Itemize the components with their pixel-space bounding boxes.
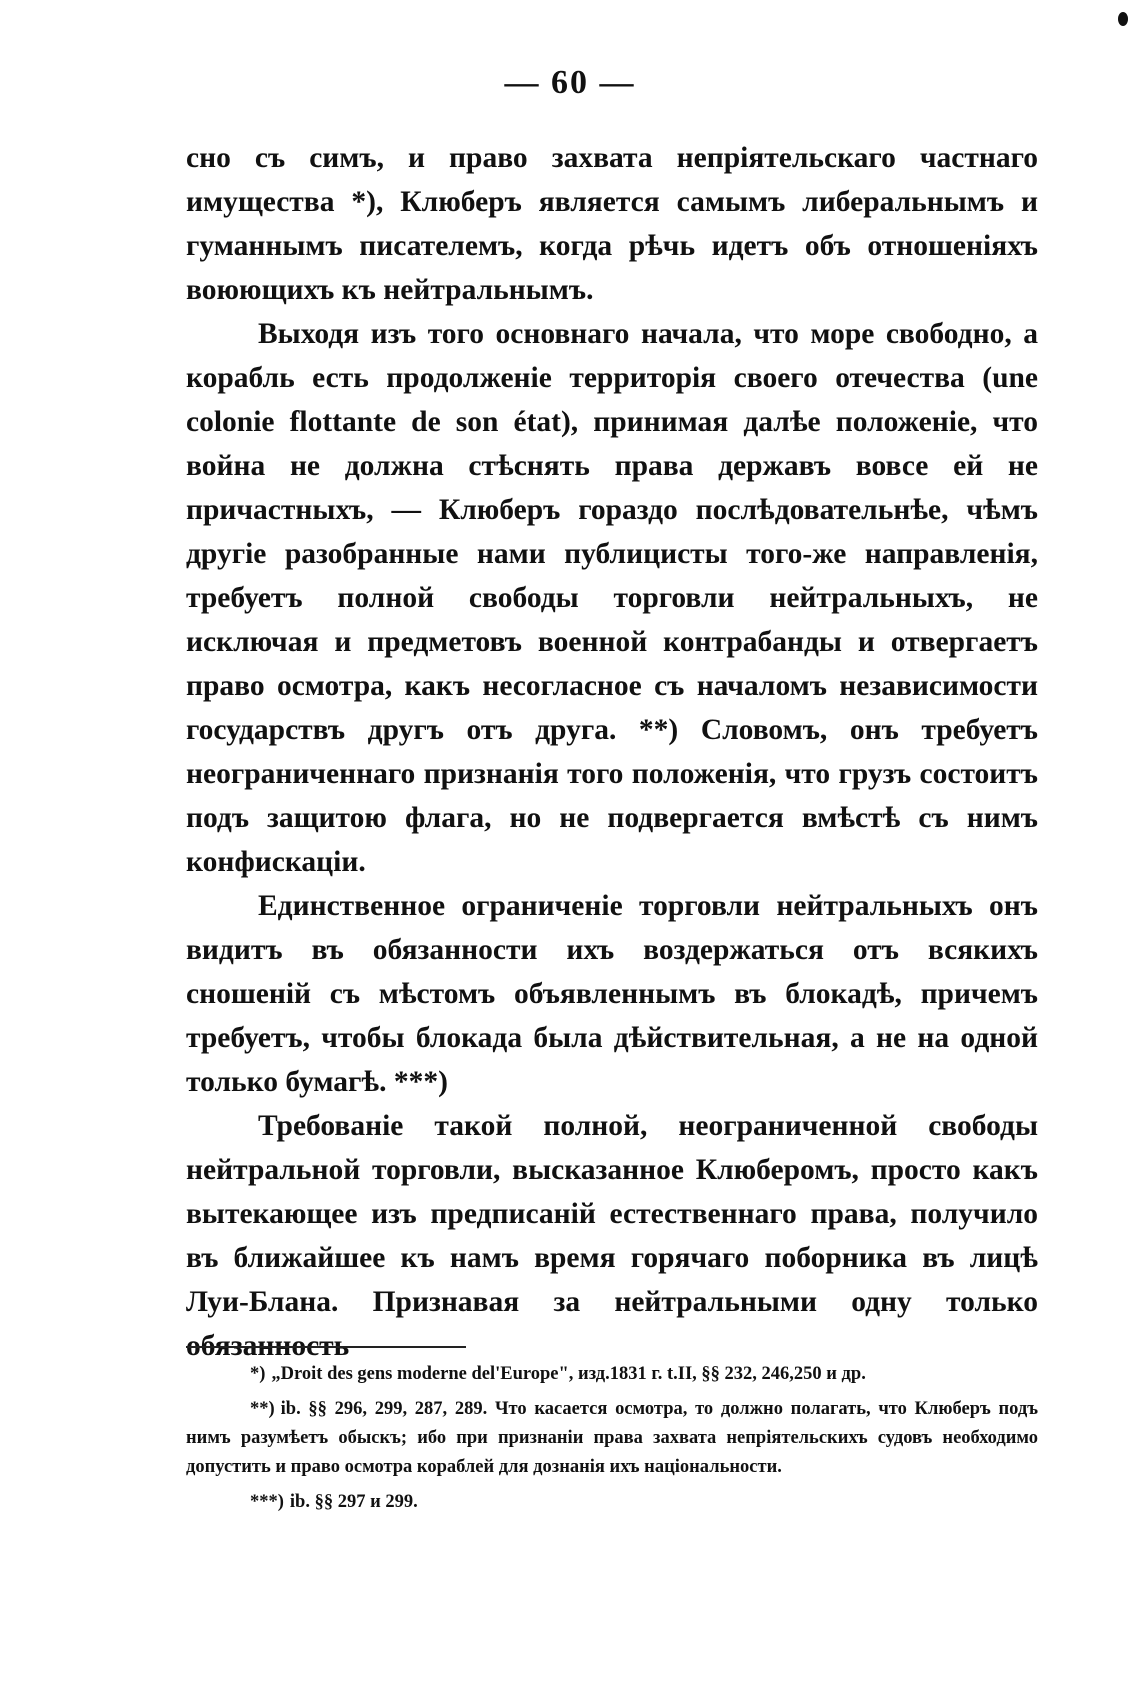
footnote-text: ib. §§ 296, 299, 287, 289. Что касается осмотра, то должно полагать, что Клюберъ подъ нимъ разумѣетъ обыскъ; ибо при признаніи права захвата непріятельскихъ судовъ необходимо допустить и право осмотра кораблей для дознанія ихъ національности. (186, 1399, 1038, 1477)
paragraph-3: Единственное ограниченіе торговли нейтральныхъ онъ видитъ въ обязанности ихъ воздержаться отъ всякихъ сношеній съ мѣстомъ объявленнымъ въ блокадѣ, причемъ требуетъ, чтобы блокада была дѣйствительная, а не на одной только бумагѣ. ***) (186, 890, 1038, 1098)
footnote-1 (186, 1360, 1038, 1389)
page-number: — 60 — (504, 64, 636, 101)
footnote-text: ib. §§ 297 и 299. (289, 1492, 418, 1512)
footnote-3 (186, 1488, 1038, 1517)
footnote-mark: *) (250, 1364, 266, 1384)
footnote-mark: ***) (250, 1492, 284, 1512)
main-text (186, 136, 1038, 1368)
footnotes (186, 1360, 1038, 1523)
paragraph-4: Требованіе такой полной, неограниченной свободы нейтральной торговли, высказанное Клюберомъ, просто какъ вытекающее изъ предписаній естественнаго права, получило въ ближайшее къ намъ время горячаго поборника въ лицѣ Луи-Блана. Признавая за нейтральными одну только обязанность (186, 1110, 1038, 1362)
paragraph-2: Выходя изъ того основнаго начала, что море свободно, а корабль есть продолженіе территорія своего отечества (une colonie flottante de son état), принимая далѣе положеніе, что война не должна стѣснять права державъ вовсе ей не причастныхъ, — Клюберъ гораздо послѣдовательнѣе, чѣмъ другіе разобранные нами публицисты того-же направленія, требуетъ полной свободы торговли нейтральныхъ, не исключая и предметовъ военной контрабанды и отвергаетъ право осмотра, какъ несогласное съ началомъ независимости государствъ другъ отъ друга. **) Словомъ, онъ требуетъ неограниченнаго признанія того положенія, что грузъ состоитъ подъ защитою флага, но не подвергается вмѣстѣ съ нимъ конфискаціи. (186, 318, 1038, 878)
footnote-separator (186, 1346, 466, 1348)
footnote-text: „Droit des gens moderne del'Europe", изд.1831 г. t.II, §§ 232, 246,250 и др. (271, 1364, 866, 1384)
footnote-2 (186, 1395, 1038, 1482)
paragraph-1: сно съ симъ, и право захвата непріятельскаго частнаго имущества *), Клюберъ является самымъ либеральнымъ и гуманнымъ писателемъ, когда рѣчь идетъ объ отношеніяхъ воюющихъ къ нейтральнымъ. (186, 142, 1038, 306)
footnote-mark: **) (250, 1399, 275, 1419)
margin-ink-mark (1118, 12, 1128, 26)
